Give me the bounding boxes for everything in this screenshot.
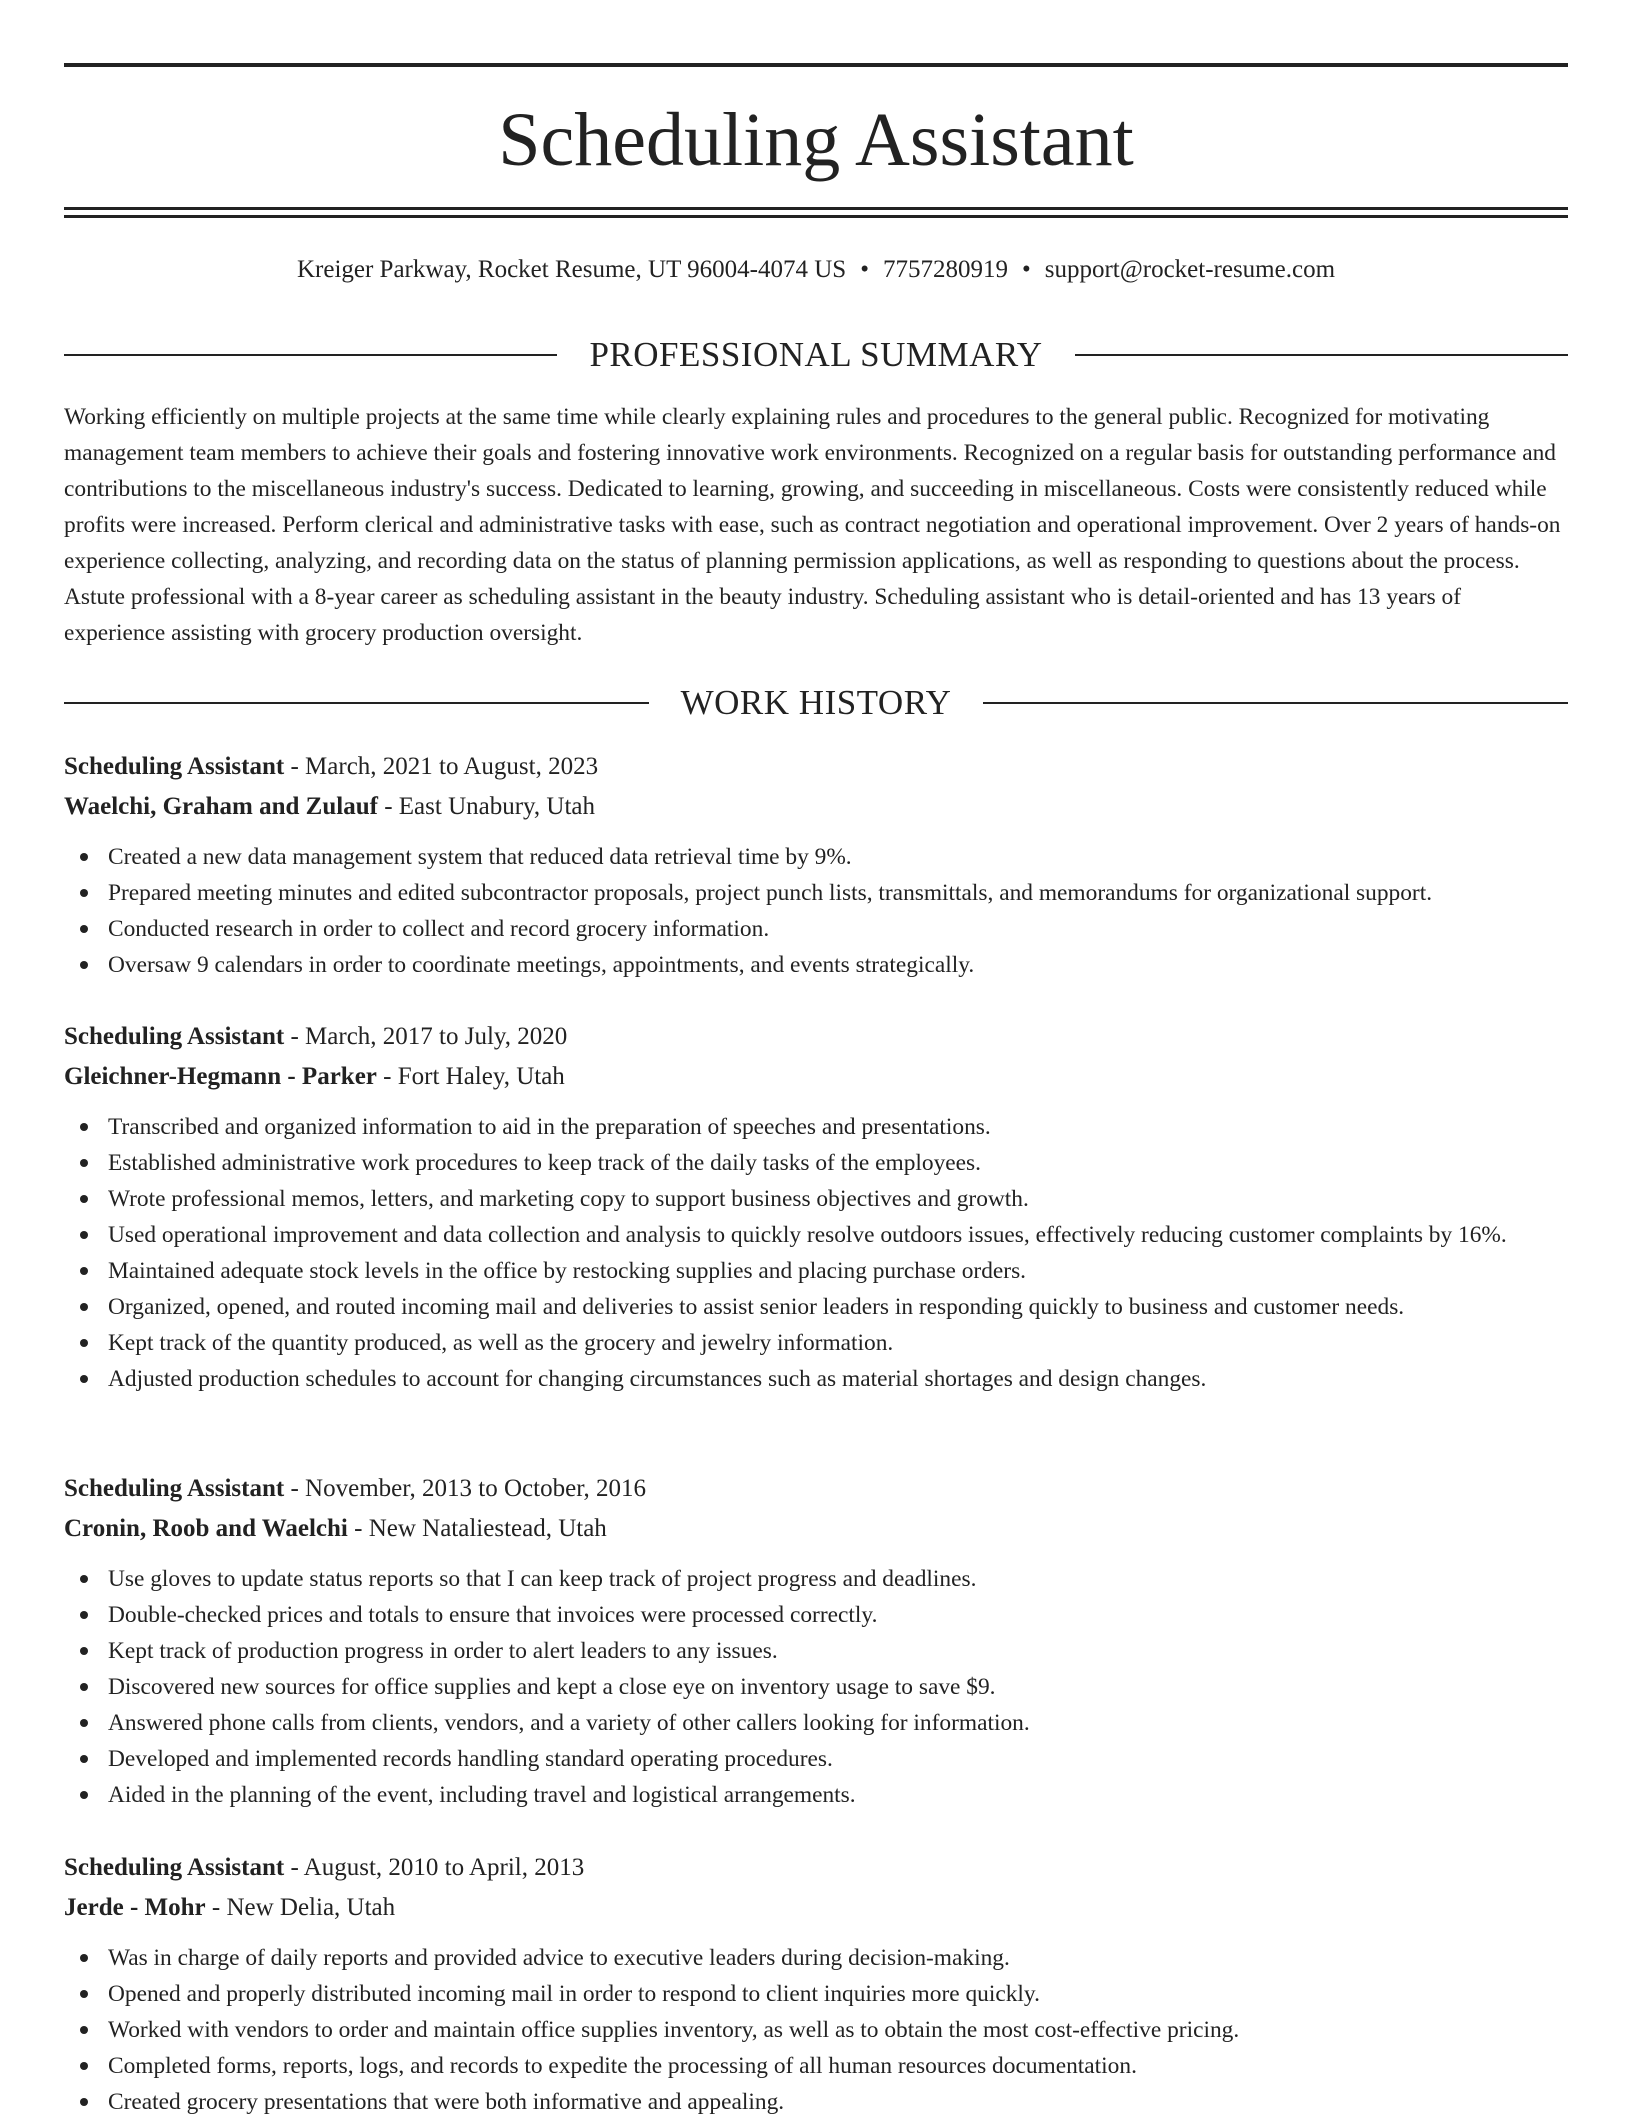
job-company-line — [64, 1057, 1568, 1097]
job-title: Scheduling Assistant — [64, 1023, 285, 1050]
job-bullets — [64, 1940, 1568, 2120]
work-history-heading-label: WORK HISTORY — [680, 683, 952, 722]
bullet-text: Created grocery presentations that were both informative and appealing. — [108, 2089, 785, 2115]
job-location: - Fort Haley, Utah — [376, 1063, 565, 1090]
bullet-dot — [80, 853, 88, 861]
bullet-dot — [80, 1231, 88, 1239]
job-company-line — [64, 1888, 1568, 1928]
bullet-dot — [80, 1683, 88, 1691]
bullet-item — [64, 1669, 1568, 1705]
heading-rule-right — [1075, 354, 1568, 356]
job-company-line — [64, 787, 1568, 827]
job-bullets — [64, 839, 1568, 983]
bullet-text: Prepared meeting minutes and edited subcontractor proposals, project punch lists, transmittals, and memorandums for organizational support. — [108, 880, 1433, 906]
heading-rule-left — [64, 702, 649, 704]
job-company: Jerde - Mohr — [64, 1894, 206, 1921]
bullet-item — [64, 1361, 1568, 1397]
bullet-text: Aided in the planning of the event, including travel and logistical arrangements. — [108, 1782, 856, 1808]
bullet-item — [64, 1633, 1568, 1669]
bullet-item — [64, 1561, 1568, 1597]
bullet-text: Established administrative work procedures to keep track of the daily tasks of the employees. — [108, 1150, 981, 1176]
job-title: Scheduling Assistant — [64, 753, 285, 780]
bullet-dot — [80, 1719, 88, 1727]
job-company: Gleichner-Hegmann - Parker — [64, 1063, 377, 1090]
bullet-dot — [80, 1267, 88, 1275]
job-title-line — [64, 1017, 1568, 1057]
job-location: - New Delia, Utah — [205, 1894, 396, 1921]
bullet-dot — [80, 889, 88, 897]
job-dates: - August, 2010 to April, 2013 — [284, 1854, 585, 1881]
bullet-item — [64, 1217, 1568, 1253]
bullet-dot — [80, 2026, 88, 2034]
job-company: Cronin, Roob and Waelchi — [64, 1515, 348, 1542]
bullet-text: Conducted research in order to collect and record grocery information. — [108, 916, 770, 942]
bullet-text: Created a new data management system that reduced data retrieval time by 9%. — [108, 844, 852, 870]
summary-text: Working efficiently on multiple projects at the same time while clearly explaining rules and procedures to the general public. Recognized for motivating management team members to achieve their goals and fostering innovative work environments. Recognized on a regular basis for outstanding performance and contributions to the miscellaneous industry's success. Dedicated to learning, growing, and succeeding in miscellaneous. Costs were consistently reduced while profits were increased. Perform clerical and administrative tasks with ease, such as contract negotiation and operational improvement. Over 2 years of hands-on experience collecting, analyzing, and recording data on the status of planning permission applications, as well as responding to questions about the process. Astute professional with a 8-year career as scheduling assistant in the beauty industry. Scheduling assistant who is detail-oriented and has 13 years of experience assisting with grocery production oversight. — [64, 404, 1561, 646]
bullet-item — [64, 839, 1568, 875]
bullet-dot — [80, 1375, 88, 1383]
bullet-text: Double-checked prices and totals to ensure that invoices were processed correctly. — [108, 1602, 878, 1628]
bullet-item — [64, 2048, 1568, 2084]
job-title-line — [64, 1848, 1568, 1888]
bullet-dot — [80, 1123, 88, 1131]
title-underline-upper — [64, 207, 1568, 210]
bullet-item — [64, 911, 1568, 947]
bullet-item — [64, 1325, 1568, 1361]
bullet-dot — [80, 961, 88, 969]
resume-title: Scheduling Assistant — [498, 98, 1134, 182]
job-title-line — [64, 1469, 1568, 1509]
bullet-text: Organized, opened, and routed incoming mail and deliveries to assist senior leaders in responding quickly to business and customer needs. — [108, 1294, 1405, 1320]
bullet-text: Developed and implemented records handling standard operating procedures. — [108, 1746, 833, 1772]
job-title: Scheduling Assistant — [64, 1475, 285, 1502]
bullet-dot — [80, 1339, 88, 1347]
bullet-text: Kept track of the quantity produced, as well as the grocery and jewelry information. — [108, 1330, 894, 1356]
bullet-text: Adjusted production schedules to account for changing circumstances such as material shortages and design changes. — [108, 1366, 1207, 1392]
bullet-item — [64, 1976, 1568, 2012]
job-bullets — [64, 1109, 1568, 1397]
bullet-text: Opened and properly distributed incoming mail in order to respond to client inquiries more quickly. — [108, 1981, 1040, 2007]
contact-email: support@rocket-resume.com — [1044, 256, 1336, 283]
title-underline-lower — [64, 215, 1568, 218]
summary-heading — [64, 333, 1568, 377]
job-location: - East Unabury, Utah — [377, 793, 596, 820]
bullet-item — [64, 875, 1568, 911]
contact-separator: • — [1021, 256, 1031, 283]
bullet-text: Use gloves to update status reports so that I can keep track of project progress and deadlines. — [108, 1566, 977, 1592]
bullet-item — [64, 1597, 1568, 1633]
contact-line — [64, 252, 1568, 288]
bullet-text: Wrote professional memos, letters, and marketing copy to support business objectives and growth. — [108, 1186, 1029, 1212]
job-entry — [64, 1848, 1568, 2120]
bullet-dot — [80, 1791, 88, 1799]
bullet-dot — [80, 1195, 88, 1203]
bullet-text: Transcribed and organized information to aid in the preparation of speeches and presentations. — [108, 1114, 991, 1140]
bullet-item — [64, 1145, 1568, 1181]
bullet-text: Oversaw 9 calendars in order to coordinate meetings, appointments, and events strategically. — [108, 952, 975, 978]
bullet-item — [64, 2012, 1568, 2048]
summary-heading-label: PROFESSIONAL SUMMARY — [589, 335, 1043, 374]
contact-address: Kreiger Parkway, Rocket Resume, UT 96004-4074 US — [296, 256, 847, 283]
job-company-line — [64, 1509, 1568, 1549]
bullet-dot — [80, 1755, 88, 1763]
job-dates: - November, 2013 to October, 2016 — [284, 1475, 647, 1502]
bullet-text: Kept track of production progress in order to alert leaders to any issues. — [108, 1638, 778, 1664]
bullet-text: Discovered new sources for office supplies and kept a close eye on inventory usage to save $9. — [108, 1674, 996, 1700]
bullet-item — [64, 1777, 1568, 1813]
bullet-item — [64, 1705, 1568, 1741]
job-title-line — [64, 747, 1568, 787]
bullet-dot — [80, 1303, 88, 1311]
bullet-item — [64, 1253, 1568, 1289]
job-location: - New Nataliestead, Utah — [347, 1515, 607, 1542]
job-bullets — [64, 1561, 1568, 1813]
contact-phone: 7757280919 — [882, 256, 1008, 283]
job-entry — [64, 1469, 1568, 1813]
work-history-heading — [64, 681, 1568, 725]
job-entry — [64, 747, 1568, 983]
bullet-item — [64, 2084, 1568, 2120]
bullet-item — [64, 1109, 1568, 1145]
bullet-dot — [80, 1575, 88, 1583]
bullet-text: Answered phone calls from clients, vendors, and a variety of other callers looking for information. — [108, 1710, 1030, 1736]
bullet-dot — [80, 1159, 88, 1167]
bullet-dot — [80, 1647, 88, 1655]
job-entry — [64, 1017, 1568, 1397]
bullet-text: Completed forms, reports, logs, and records to expedite the processing of all human resources documentation. — [108, 2053, 1137, 2079]
bullet-dot — [80, 1954, 88, 1962]
bullet-text: Was in charge of daily reports and provided advice to executive leaders during decision-making. — [108, 1945, 1010, 1971]
job-dates: - March, 2021 to August, 2023 — [284, 753, 599, 780]
top-rule — [64, 63, 1568, 67]
heading-rule-left — [64, 354, 557, 356]
job-dates: - March, 2017 to July, 2020 — [284, 1023, 568, 1050]
bullet-item — [64, 1181, 1568, 1217]
contact-separator: • — [860, 256, 869, 283]
job-title: Scheduling Assistant — [64, 1854, 285, 1881]
heading-rule-right — [983, 702, 1568, 704]
bullet-text: Maintained adequate stock levels in the office by restocking supplies and placing purchase orders. — [108, 1258, 1027, 1284]
bullet-dot — [80, 1990, 88, 1998]
bullet-text: Worked with vendors to order and maintain office supplies inventory, as well as to obtain the most cost-effective pricing. — [108, 2017, 1240, 2043]
bullet-dot — [80, 2098, 88, 2106]
bullet-item — [64, 1289, 1568, 1325]
bullet-item — [64, 947, 1568, 983]
bullet-dot — [80, 925, 88, 933]
job-company: Waelchi, Graham and Zulauf — [64, 793, 378, 820]
bullet-text: Used operational improvement and data collection and analysis to quickly resolve outdoors issues, effectively reducing customer complaints by 16%. — [108, 1222, 1507, 1248]
bullet-dot — [80, 2062, 88, 2070]
bullet-dot — [80, 1611, 88, 1619]
bullet-item — [64, 1741, 1568, 1777]
bullet-item — [64, 1940, 1568, 1976]
